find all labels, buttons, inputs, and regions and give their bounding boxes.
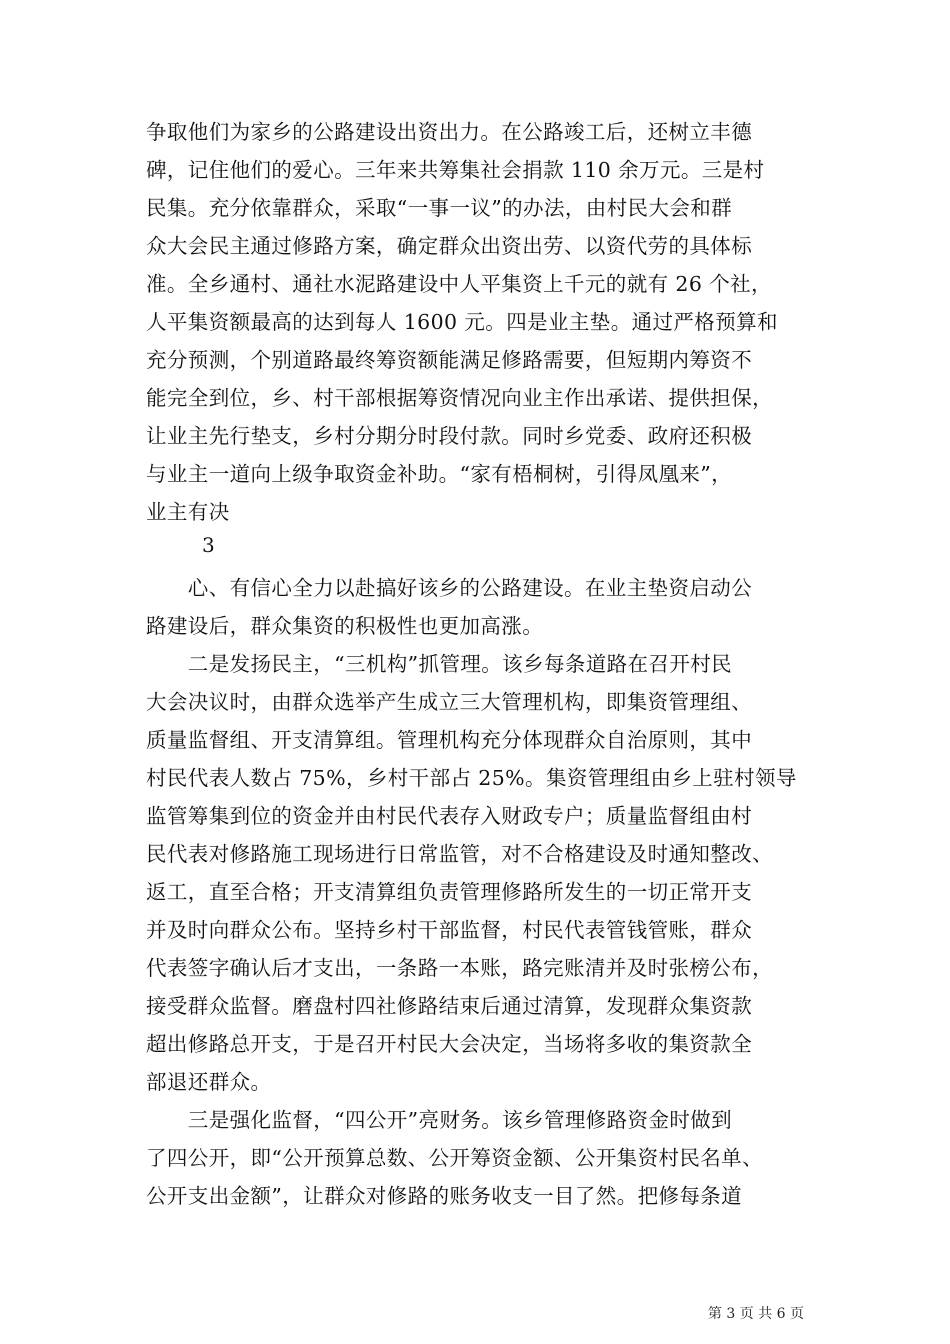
- text-line: 业主有决: [146, 500, 230, 524]
- text-line: 碑，记住他们的爱心。三年来共筹集社会捐款 110 余万元。三是村: [146, 158, 765, 182]
- text-line: 三是强化监督，“四公开”亮财务。该乡管理修路资金时做到: [146, 1108, 733, 1132]
- text-line: 质量监督组、开支清算组。管理机构充分体现群众自治原则，其中: [146, 728, 753, 752]
- text-line: 能完全到位，乡、村干部根据筹资情况向业主作出承诺、提供担保，: [146, 386, 773, 410]
- page-marker: 3: [202, 533, 215, 557]
- text-line: 众大会民主通过修路方案，确定群众出资出劳、以资代劳的具体标: [146, 234, 753, 258]
- text-line: 村民代表人数占 75%，乡村干部占 25%。集资管理组由乡上驻村领导: [146, 766, 797, 790]
- text-line: 民代表对修路施工现场进行日常监管，对不合格建设及时通知整改、: [146, 842, 773, 866]
- text-line: 让业主先行垫支，乡村分期分时段付款。同时乡党委、政府还积极: [146, 424, 753, 448]
- text-line: 了四公开，即“公开预算总数、公开筹资金额、公开集资村民名单、: [146, 1146, 763, 1170]
- text-line: 准。全乡通村、通社水泥路建设中人平集资上千元的就有 26 个社，: [146, 272, 772, 296]
- text-line: 超出修路总开支，于是召开村民大会决定，当场将多收的集资款全: [146, 1032, 753, 1056]
- text-line: 民集。充分依靠群众，采取“一事一议”的办法，由村民大会和群: [146, 196, 733, 220]
- text-line: 接受群众监督。磨盘村四社修路结束后通过清算，发现群众集资款: [146, 994, 753, 1018]
- text-line: 监管筹集到位的资金并由村民代表存入财政专户；质量监督组由村: [146, 804, 753, 828]
- text-line: 返工，直至合格；开支清算组负责管理修路所发生的一切正常开支: [146, 880, 753, 904]
- text-line: 路建设后，群众集资的积极性也更加高涨。: [146, 614, 544, 638]
- text-line: 人平集资额最高的达到每人 1600 元。四是业主垫。通过严格预算和: [146, 310, 778, 334]
- page-footer: 第 3 页 共 6 页: [707, 1306, 804, 1322]
- text-line: 公开支出金额”，让群众对修路的账务收支一目了然。把修每条道: [146, 1184, 743, 1208]
- text-line: 二是发扬民主，“三机构”抓管理。该乡每条道路在召开村民: [146, 652, 733, 676]
- text-line: 争取他们为家乡的公路建设出资出力。在公路竣工后，还树立丰德: [146, 120, 753, 144]
- text-line: 大会决议时，由群众选举产生成立三大管理机构，即集资管理组、: [146, 690, 753, 714]
- text-line: 代表签字确认后才支出，一条路一本账，路完账清并及时张榜公布，: [146, 956, 773, 980]
- text-line: 并及时向群众公布。坚持乡村干部监督，村民代表管钱管账，群众: [146, 918, 753, 942]
- text-line: 充分预测，个别道路最终筹资额能满足修路需要，但短期内筹资不: [146, 348, 753, 372]
- text-line: 心、有信心全力以赴搞好该乡的公路建设。在业主垫资启动公: [146, 576, 753, 600]
- text-line: 与业主一道向上级争取资金补助。“家有梧桐树，引得凤凰来”，: [146, 462, 733, 486]
- text-line: 部退还群众。: [146, 1070, 272, 1094]
